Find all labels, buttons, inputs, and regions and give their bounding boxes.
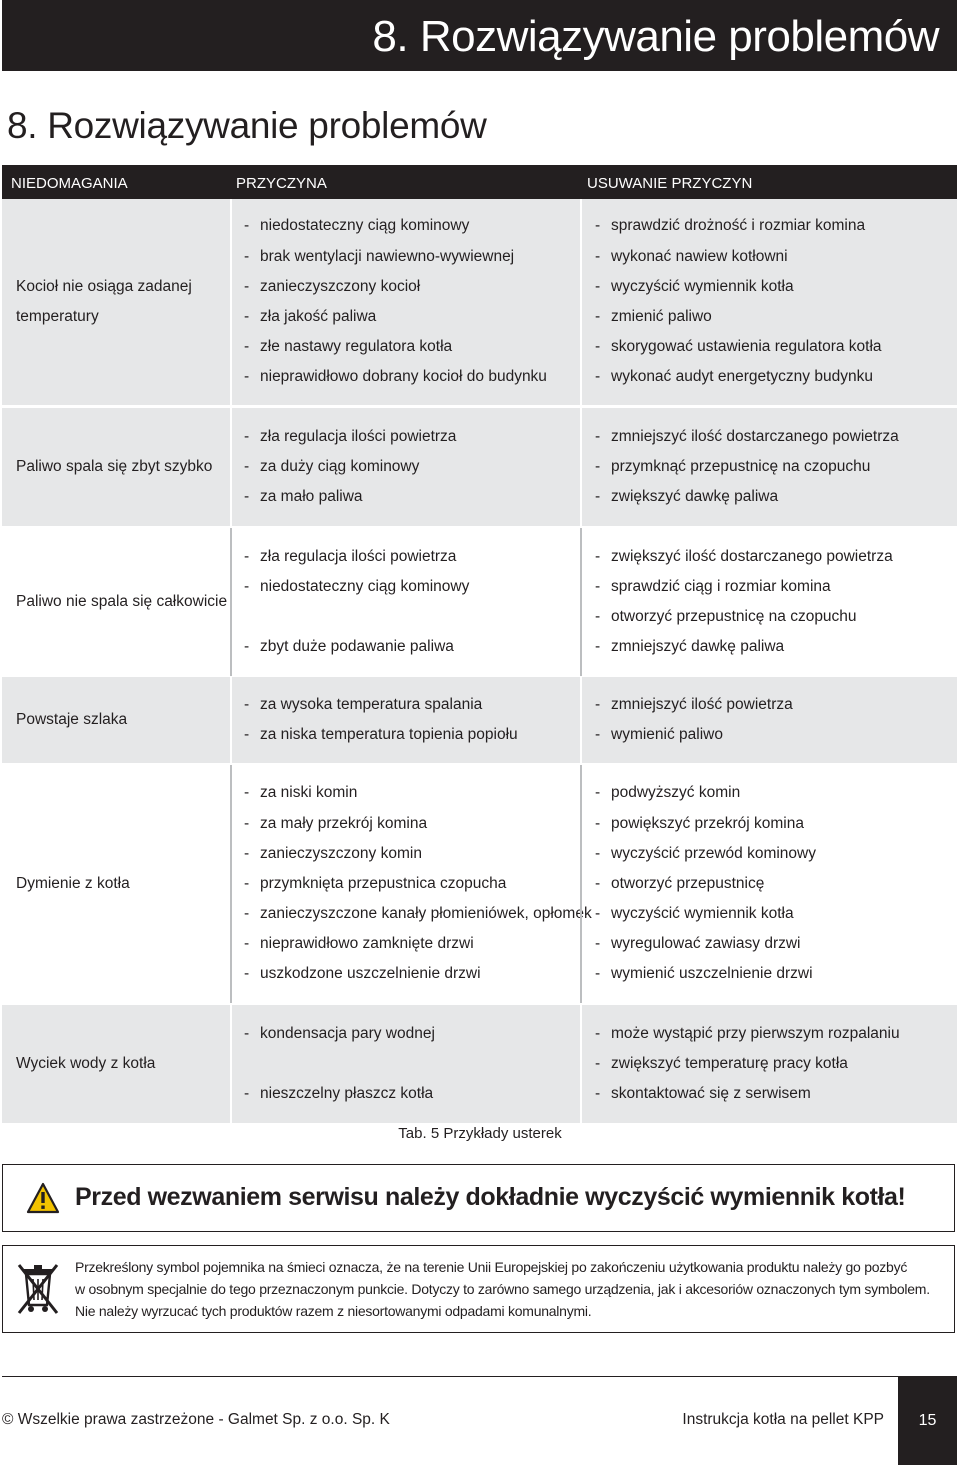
- remedies-cell: [580, 677, 957, 763]
- cause-item: - za niski komin: [244, 784, 358, 802]
- problem-cell: [2, 1005, 228, 1123]
- remedy-item: - wymienić uszczelnienie drzwi: [595, 965, 813, 983]
- causes-cell: [230, 199, 579, 405]
- remedy-item: - wykonać audyt energetyczny budynku: [595, 368, 873, 386]
- remedy-item: - wyczyścić wymiennik kotła: [595, 277, 794, 295]
- remedy-item: - skorygować ustawienia regulatora kotła: [595, 338, 882, 356]
- causes-cell: [230, 408, 579, 526]
- cause-item: - zła regulacja ilości powietrza: [244, 547, 457, 565]
- problem-text: Kocioł nie osiąga zadanej: [16, 277, 192, 295]
- problem-cell: [2, 408, 228, 526]
- cause-item: - nieprawidłowo dobrany kocioł do budynku: [244, 368, 547, 386]
- cause-item: - za wysoka temperatura spalania: [244, 695, 483, 713]
- table-row: [2, 677, 957, 766]
- cause-item: - niedostateczny ciąg kominowy: [244, 217, 470, 235]
- page-number-text: 15: [918, 1411, 937, 1429]
- cause-item: - złe nastawy regulatora kotła: [244, 338, 453, 356]
- disposal-line: Nie należy wyrzucać tych produktów razem z niesortowanymi odpadami komunalnymi.: [75, 1303, 592, 1319]
- causes-cell: [230, 677, 579, 763]
- remedy-item: - otworzyć przepustnicę na czopuchu: [595, 608, 857, 625]
- remedy-item: - wyregulować zawiasy drzwi: [595, 935, 801, 953]
- table-row: [2, 199, 957, 408]
- remedy-item: - wyczyścić wymiennik kotła: [595, 905, 794, 923]
- remedy-item: - zmniejszyć ilość dostarczanego powietrza: [595, 427, 899, 445]
- remedy-item: - zmienić paliwo: [595, 308, 712, 325]
- problem-cell: [2, 765, 228, 1003]
- table-row: [2, 528, 957, 679]
- footer-manual-title: Instrukcja kotła na pellet KPP: [682, 1411, 884, 1428]
- cause-item: - za mało paliwa: [244, 488, 363, 506]
- warning-text: Przed wezwaniem serwisu należy dokładnie wyczyścić wymiennik kotła!: [75, 1183, 906, 1211]
- problem-cell: [2, 199, 228, 405]
- cause-item: - zanieczyszczone kanały płomieniówek, opłomek: [244, 905, 592, 923]
- cause-item: - zanieczyszczony komin: [244, 844, 422, 862]
- remedy-item: - zwiększyć dawkę paliwa: [595, 488, 779, 506]
- table-header: [2, 165, 957, 199]
- table-row: [2, 408, 957, 529]
- header-problems: NIEDOMAGANIA: [11, 175, 128, 192]
- problem-text: temperatury: [16, 308, 99, 325]
- remedies-cell: [580, 528, 957, 676]
- problem-text: Wyciek wody z kotła: [16, 1054, 156, 1072]
- header-title: 8. Rozwiązywanie problemów: [372, 12, 939, 61]
- remedy-item: - zwiększyć ilość dostarczanego powietrza: [595, 547, 893, 565]
- cause-item: - zanieczyszczony kocioł: [244, 277, 421, 295]
- cause-item: - za duży ciąg kominowy: [244, 457, 420, 475]
- remedies-cell: [580, 765, 957, 1003]
- remedy-item: - zmniejszyć dawkę paliwa: [595, 638, 785, 656]
- problem-cell: [2, 677, 228, 763]
- header-remedies: USUWANIE PRZYCZYN: [587, 175, 753, 192]
- disposal-text: [75, 1256, 951, 1322]
- remedy-item: - skontaktować się z serwisem: [595, 1085, 811, 1103]
- problem-text: Paliwo spala się zbyt szybko: [16, 457, 213, 475]
- remedy-item: - otworzyć przepustnicę: [595, 874, 765, 892]
- table-caption: Tab. 5 Przykłady usterek: [398, 1125, 562, 1142]
- cause-item: - przymknięta przepustnica czopucha: [244, 874, 507, 892]
- remedy-item: - zwiększyć temperaturę pracy kotła: [595, 1054, 848, 1072]
- problem-text: Dymienie z kotła: [16, 874, 130, 892]
- warning-triangle-icon: [26, 1182, 60, 1214]
- cause-item: - niedostateczny ciąg kominowy: [244, 577, 470, 595]
- disposal-line: Przekreślony symbol pojemnika na śmieci oznacza, że na terenie Unii Europejskiej po zakończeniu użytkowania produktu należy go pozbyć: [75, 1259, 908, 1275]
- problem-cell: [2, 528, 228, 676]
- remedies-cell: [580, 199, 957, 405]
- remedy-item: - wykonać nawiew kotłowni: [595, 247, 788, 265]
- remedy-item: - zmniejszyć ilość powietrza: [595, 695, 793, 713]
- remedy-item: - sprawdzić ciąg i rozmiar komina: [595, 577, 831, 595]
- header-causes: PRZYCZYNA: [236, 175, 327, 192]
- cause-item: - za mały przekrój komina: [244, 814, 428, 832]
- causes-cell: [230, 765, 592, 1003]
- cause-item: - zła regulacja ilości powietrza: [244, 427, 457, 445]
- cause-item: - nieprawidłowo zamknięte drzwi: [244, 935, 474, 953]
- table-row: [2, 765, 957, 1006]
- remedy-item: - przymknąć przepustnicę na czopuchu: [595, 457, 871, 475]
- causes-cell: [230, 1005, 579, 1123]
- cause-spacer: [244, 1049, 579, 1079]
- cause-item: - uszkodzone uszczelnienie drzwi: [244, 965, 481, 983]
- remedy-item: - może wystąpić przy pierwszym rozpalaniu: [595, 1024, 900, 1042]
- disposal-line: w osobnym specjalnie do tego przeznaczonym punkcie. Dotyczy to zarówno samego urządzenia, jak i akcesoriów oznaczonych tym symbolem.: [75, 1281, 930, 1297]
- cause-item: - zbyt duże podawanie paliwa: [244, 638, 454, 656]
- cause-item: - za niska temperatura topienia popiołu: [244, 726, 518, 743]
- causes-cell: [230, 528, 579, 676]
- header-bar: [2, 0, 957, 71]
- cause-spacer: [244, 602, 579, 632]
- table-row: [2, 1005, 957, 1123]
- footer-rule: [2, 1376, 898, 1377]
- cause-item: - brak wentylacji nawiewno-wywiewnej: [244, 247, 515, 265]
- remedy-item: - wymienić paliwo: [595, 726, 723, 743]
- footer-copyright: © Wszelkie prawa zastrzeżone - Galmet Sp. z o.o. Sp. K: [2, 1411, 390, 1428]
- remedies-cell: [580, 1005, 957, 1123]
- section-title: 8. Rozwiązywanie problemów: [7, 105, 487, 146]
- cause-item: - zła jakość paliwa: [244, 308, 377, 325]
- remedy-item: - wyczyścić przewód kominowy: [595, 844, 816, 862]
- disposal-box: [2, 1245, 955, 1333]
- crossed-out-wheelie-bin-icon: [15, 1259, 61, 1319]
- remedy-item: - podwyższyć komin: [595, 784, 741, 802]
- remedy-item: - powiększyć przekrój komina: [595, 814, 804, 832]
- cause-item: - nieszczelny płaszcz kotła: [244, 1085, 434, 1103]
- warning-box: [2, 1164, 955, 1232]
- page-number: [898, 1376, 957, 1465]
- problem-text: Paliwo nie spala się całkowicie: [16, 592, 228, 610]
- cause-item: - kondensacja pary wodnej: [244, 1024, 435, 1042]
- remedies-cell: [580, 408, 957, 526]
- problem-text: Powstaje szlaka: [16, 710, 128, 728]
- remedy-item: - sprawdzić drożność i rozmiar komina: [595, 217, 866, 235]
